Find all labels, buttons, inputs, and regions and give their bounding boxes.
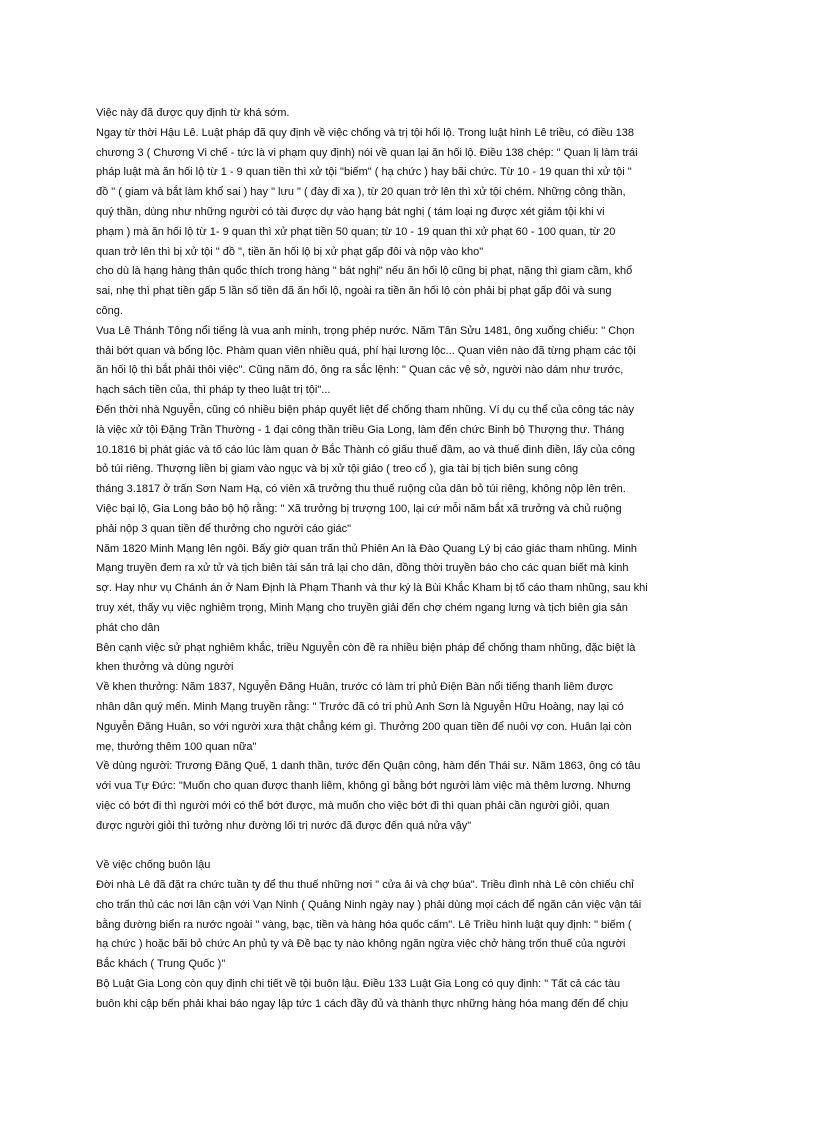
paragraph: [96, 124, 724, 263]
text-line: công.: [96, 304, 123, 317]
text-line: chương 3 ( Chương Vi chế - tức là vi phạm quy định) nói về quan lại ăn hối lộ. Điều 138 chép: " Quan lị làm trái: [96, 146, 638, 159]
paragraph: [96, 975, 724, 1015]
text-line: hạ chức ) hoặc bãi bỏ chức An phủ ty và Đề bạc ty nào không ngăn ngừa việc chở hàng trốn thuế của người: [96, 938, 626, 951]
text-line: khen thưởng và dùng người: [96, 661, 234, 674]
text-line: phải nộp 3 quan tiền để thưởng cho người cáo giác": [96, 522, 352, 535]
text-line: truy xét, thấy vụ việc nghiêm trọng, Minh Mạng cho truyền giải đến chợ chém ngang lưng và tịch biên gia sản: [96, 601, 628, 614]
text-line: Đến thời nhà Nguyễn, cũng có nhiều biện pháp quyết liệt để chống tham nhũng. Ví dụ cụ thể của công tác này: [96, 403, 635, 416]
paragraph: [96, 678, 724, 757]
text-line: cho trấn thủ các nơi lân cận với Vạn Ninh ( Quảng Ninh ngày nay ) phải dùng mọi cách để ngăn cản việc vận tải: [96, 898, 642, 911]
text-line: việc có bớt đi thì người mới có thể bớt được, mà muốn cho việc bớt đi thì quan phải cần người giỏi, quan: [96, 799, 610, 812]
text-line: Đời nhà Lê đã đặt ra chức tuần ty để thu thuế những nơi " cửa ải và chợ búa". Triều đình nhà Lê còn chiếu chỉ: [96, 879, 634, 892]
text-line: Việc bại lộ, Gia Long bảo bộ hộ rằng: " Xã trưởng bị trượng 100, lại cứ mỗi năm bắt xã trưởng và chủ ruộng: [96, 502, 622, 515]
paragraph: [96, 104, 724, 124]
text-line: quý thần, dùng như những người có tài được dự vào hạng bát nghị ( tám loại ng được xét giảm tội khi vi: [96, 205, 605, 218]
paragraph: [96, 401, 724, 540]
text-line: quan trở lên thì bị xử tội " đồ ", tiền ăn hối lộ bị xử phạt gấp đôi và nộp vào kho": [96, 245, 484, 258]
text-line: thải bớt quan và bổng lộc. Phàm quan viên nhiều quá, phí hại lương lộc... Quan viên nào đã từng phạm các tội: [96, 344, 636, 357]
paragraph: [96, 876, 724, 975]
text-line: với vua Tự Đức: "Muốn cho quan được thanh liêm, không gì bằng bớt người làm việc mà thêm lương. Nhưng: [96, 780, 631, 793]
text-line: nhân dân quý mến. Minh Mạng truyền rằng: " Trước đã có tri phủ Anh Sơn là Nguyễn Hữu Hoàng, nay lại có: [96, 700, 624, 713]
text-line: phát cho dân: [96, 621, 160, 634]
text-line: bằng đường biển ra nước ngoài " vàng, bạc, tiền và hàng hóa quốc cấm". Lê Triều hình luật quy định: " biếm (: [96, 918, 632, 931]
text-line: Năm 1820 Minh Mạng lên ngôi. Bấy giờ quan trấn thủ Phiên An là Đào Quang Lý bị cáo giác tham nhũng. Minh: [96, 542, 638, 555]
text-line: Mạng truyền đem ra xử tử và tịch biên tài sản trả lại cho dân, đồng thời truyền báo cho các quan biết mà kinh: [96, 562, 629, 575]
document-body: [96, 104, 724, 1015]
text-line: 10.1816 bị phát giác và tố cáo lúc làm quan ở Bắc Thành có giấu thuế đầm, ao và thuế đinh điền, lấy của công: [96, 443, 636, 456]
text-line: Nguyễn Đăng Huân, so với người xưa thật chẳng kém gì. Thưởng 200 quan tiền để nuôi vợ con. Huân lại còn: [96, 720, 632, 733]
paragraph: [96, 322, 724, 401]
paragraph: [96, 639, 724, 679]
text-line: phạm ) mà ăn hối lộ từ 1- 9 quan thì xử phạt tiền 50 quan; từ 10 - 19 quan thì xử phạt 60 - 100 quan, từ 20: [96, 225, 616, 238]
text-line: được người giỏi thì tưởng như đường lối trị nước đã được đến quá nửa vậy": [96, 819, 472, 832]
blank-line: [96, 836, 724, 856]
text-line: ăn hối lộ thì bắt phải thôi việc". Cũng năm đó, ông ra sắc lệnh: " Quan các vệ sở, người nào dám như trước,: [96, 364, 624, 377]
paragraph: [96, 262, 724, 321]
text-line: Ngay từ thời Hậu Lê. Luật pháp đã quy định về việc chống và trị tội hối lộ. Trong luật hình Lê triều, có điều 138: [96, 126, 635, 139]
text-line: bỏ túi riêng. Thượng liền bị giam vào ngục và bị xử tội giảo ( treo cổ ), gia tài bị tịch biên sung công: [96, 463, 579, 476]
paragraph: [96, 540, 724, 639]
text-line: cho dù là hạng hàng thân quốc thích trong hàng " bát nghị" nếu ăn hối lộ cũng bị phạt, nặng thì giam cầm, khổ: [96, 265, 633, 278]
text-line: Bộ Luật Gia Long còn quy định chi tiết về tội buôn lậu. Điều 133 Luật Gia Long có quy định: " Tất cả các tàu: [96, 978, 621, 991]
text-line: đồ " ( giam và bắt làm khổ sai ) hay " lưu " ( đày đi xa ), từ 20 quan trở lên thì xử tội chém. Những công thần,: [96, 186, 626, 199]
text-line: buôn khi cập bến phải khai báo ngay lập tức 1 cách đầy đủ và thành thực những hàng hóa mang đến để chịu: [96, 997, 629, 1010]
text-line: Bắc khách ( Trung Quốc )": [96, 958, 226, 971]
text-line: Việc này đã được quy định từ khá sớm.: [96, 107, 290, 119]
paragraph: [96, 757, 724, 836]
text-line: sai, nhẹ thì phạt tiền gấp 5 lần số tiền đã ăn hối lộ, ngoài ra tiền ăn hối lộ còn phải bị phạt gấp đôi và sung: [96, 285, 612, 298]
text-line: mẹ, thưởng thêm 100 quan nữa": [96, 740, 257, 753]
text-line: Vua Lê Thánh Tông nổi tiếng là vua anh minh, trọng phép nước. Năm Tân Sửu 1481, ông xuống chiếu: " Chọn: [96, 324, 635, 337]
text-line: tháng 3.1817 ở trấn Sơn Nam Hạ, có viên xã trưởng thu thuế ruộng của dân bỏ túi riêng, không nộp lên trên.: [96, 483, 626, 496]
text-line: sợ. Hay như vụ Chánh án ở Nam Định là Phạm Thanh và thư ký là Bùi Khắc Kham bị tố cáo tham nhũng, sau khi: [96, 582, 648, 595]
text-line: Về khen thưởng: Năm 1837, Nguyễn Đăng Huân, trước có làm tri phủ Điện Bàn nổi tiếng thanh liêm được: [96, 681, 614, 694]
text-line: Về dùng người: Trương Đăng Quế, 1 danh thần, tước đến Quận công, hàm đến Thái sư. Năm 1863, ông có tâu: [96, 760, 641, 773]
section-heading: [96, 856, 724, 876]
text-line: là việc xử tội Đặng Trần Thường - 1 đại công thần triều Gia Long, làm đến chức Binh bộ Thượng thư. Tháng: [96, 423, 625, 436]
text-line: pháp luật mà ăn hối lộ từ 1 - 9 quan tiền thì xử tội "biếm" ( hạ chức ) hay bãi chức. Từ 10 - 19 quan thì xử tội ": [96, 166, 632, 179]
text-line: Về việc chống buôn lậu: [96, 859, 211, 872]
text-line: Bên cạnh việc sử phạt nghiêm khắc, triều Nguyễn còn đề ra nhiều biện pháp để chống tham nhũng, đặc biệt là: [96, 641, 636, 654]
text-line: hạch sách tiền của, thì pháp ty theo luật trị tội"...: [96, 384, 331, 397]
